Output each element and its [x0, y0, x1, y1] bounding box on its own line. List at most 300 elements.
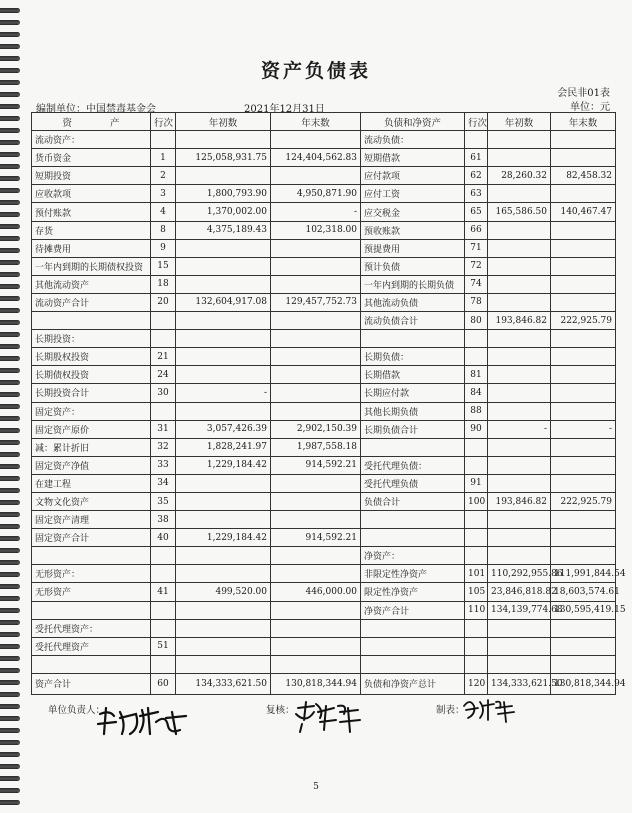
binding-coil [0, 344, 20, 349]
table-row [32, 185, 616, 203]
asset-line-cell: 20 [151, 293, 176, 311]
liability-end-cell [551, 637, 616, 655]
asset-begin-cell: 125,058,931.75 [176, 149, 271, 167]
liability-item-cell: 应付款项 [361, 167, 465, 185]
asset-item-cell: 长期股权投资 [32, 348, 151, 366]
binding-coil [0, 356, 20, 361]
liability-item-cell: 非限定性净资产 [361, 565, 465, 583]
asset-end-cell [271, 547, 361, 565]
liability-begin-cell [488, 438, 551, 456]
binding-coil [0, 620, 20, 625]
table-row [32, 601, 616, 619]
asset-item-cell: 其他流动资产 [32, 275, 151, 293]
asset-item-cell [32, 601, 151, 619]
binding-coil [0, 548, 20, 553]
asset-item-cell: 长期投资合计 [32, 384, 151, 402]
binding-coil [0, 680, 20, 685]
asset-line-cell [151, 601, 176, 619]
asset-item-cell: 短期投资 [32, 167, 151, 185]
liability-line-cell [465, 529, 488, 547]
header-begin: 年初数 [176, 113, 271, 131]
liability-begin-cell [488, 511, 551, 529]
binding-coil [0, 176, 20, 181]
liability-item-cell: 长期应付款 [361, 384, 465, 402]
table-row [32, 474, 616, 492]
asset-end-cell [271, 131, 361, 149]
binding-coil [0, 248, 20, 253]
liability-line-cell: 62 [465, 167, 488, 185]
liability-item-cell: 受托代理负债 [361, 474, 465, 492]
binding-coil [0, 332, 20, 337]
asset-end-cell [271, 637, 361, 655]
liability-begin-cell [488, 529, 551, 547]
asset-begin-cell [176, 366, 271, 384]
asset-end-cell: 129,457,752.73 [271, 293, 361, 311]
liability-end-cell [551, 438, 616, 456]
asset-begin-cell [176, 492, 271, 510]
liability-end-cell: 222,925.79 [551, 492, 616, 510]
table-row [32, 366, 616, 384]
asset-end-cell [271, 275, 361, 293]
asset-begin-cell [176, 619, 271, 637]
asset-begin-cell: - [176, 384, 271, 402]
asset-end-cell [271, 619, 361, 637]
liability-line-cell: 65 [465, 203, 488, 221]
binding-coil [0, 128, 20, 133]
liability-begin-cell: - [488, 420, 551, 438]
asset-end-cell [271, 565, 361, 583]
binding-coil [0, 200, 20, 205]
liability-line-cell: 61 [465, 149, 488, 167]
asset-item-cell: 受托代理资产： [32, 619, 151, 637]
liability-line-cell: 78 [465, 293, 488, 311]
binding-coil [0, 404, 20, 409]
liability-item-cell: 负债合计 [361, 492, 465, 510]
binding-coil [0, 536, 20, 541]
liability-item-cell: 流动负债： [361, 131, 465, 149]
binding-coil [0, 452, 20, 457]
liability-end-cell [551, 511, 616, 529]
liability-begin-cell: 134,139,774.68 [488, 601, 551, 619]
binding-coil [0, 692, 20, 697]
table-row [32, 420, 616, 438]
liability-begin-cell: 110,292,955.86 [488, 565, 551, 583]
binding-coil [0, 584, 20, 589]
binding-coil [0, 656, 20, 661]
asset-begin-cell: 1,828,241.97 [176, 438, 271, 456]
binding-coil [0, 740, 20, 745]
asset-item-cell: 固定资产： [32, 402, 151, 420]
liability-end-cell [551, 366, 616, 384]
binding-coil [0, 608, 20, 613]
table-row [32, 131, 616, 149]
asset-item-cell: 减：累计折旧 [32, 438, 151, 456]
asset-end-cell [271, 601, 361, 619]
liability-begin-cell [488, 619, 551, 637]
header-asset: 资 产 [32, 113, 151, 131]
liability-begin-cell [488, 402, 551, 420]
liability-item-cell: 长期负债合计 [361, 420, 465, 438]
asset-begin-cell [176, 257, 271, 275]
liability-item-cell [361, 438, 465, 456]
asset-begin-cell: 3,057,426.39 [176, 420, 271, 438]
asset-item-cell: 无形资产： [32, 565, 151, 583]
liability-line-cell: 74 [465, 275, 488, 293]
asset-begin-cell [176, 131, 271, 149]
preparer-signature-image [460, 696, 516, 724]
binding-coil [0, 8, 20, 13]
asset-end-cell [271, 348, 361, 366]
asset-item-cell: 流动资产合计 [32, 293, 151, 311]
currency-unit: 单位：元 [570, 102, 610, 113]
liability-line-cell: 88 [465, 402, 488, 420]
table-row [32, 330, 616, 348]
asset-begin-cell [176, 474, 271, 492]
liability-end-cell [551, 131, 616, 149]
asset-end-cell [271, 492, 361, 510]
liability-begin-cell [488, 185, 551, 203]
asset-begin-cell: 132,604,917.08 [176, 293, 271, 311]
liability-line-cell [465, 655, 488, 673]
binding-coil [0, 272, 20, 277]
liability-line-cell [465, 511, 488, 529]
asset-item-cell: 固定资产原价 [32, 420, 151, 438]
liability-begin-cell [488, 257, 551, 275]
header-end: 年末数 [271, 113, 361, 131]
asset-line-cell: 8 [151, 221, 176, 239]
asset-begin-cell [176, 330, 271, 348]
asset-item-cell: 在建工程 [32, 474, 151, 492]
liability-item-cell: 短期借款 [361, 149, 465, 167]
liability-begin-cell [488, 348, 551, 366]
liability-item-cell: 受托代理负债： [361, 456, 465, 474]
liability-line-cell [465, 547, 488, 565]
liability-item-cell: 应付工资 [361, 185, 465, 203]
header-liabilities: 负债和净资产 [361, 113, 465, 131]
liability-item-cell: 预提费用 [361, 239, 465, 257]
liability-begin-cell: 193,846.82 [488, 492, 551, 510]
binding-coil [0, 392, 20, 397]
asset-line-cell: 60 [151, 673, 176, 694]
liability-item-cell: 长期借款 [361, 366, 465, 384]
asset-end-cell [271, 239, 361, 257]
liability-end-cell: 111,991,844.54 [551, 565, 616, 583]
liability-end-cell: 18,603,574.61 [551, 583, 616, 601]
liability-line-cell: 80 [465, 312, 488, 330]
liability-line-cell [465, 330, 488, 348]
report-date: 2021年12月31日 [244, 104, 325, 115]
binding-coil [0, 512, 20, 517]
liability-item-cell [361, 655, 465, 673]
binding-coil [0, 440, 20, 445]
asset-line-cell: 38 [151, 511, 176, 529]
liability-line-cell: 105 [465, 583, 488, 601]
asset-item-cell: 存货 [32, 221, 151, 239]
asset-item-cell: 流动资产： [32, 131, 151, 149]
asset-begin-cell [176, 348, 271, 366]
asset-item-cell: 应收款项 [32, 185, 151, 203]
liability-begin-cell [488, 131, 551, 149]
asset-end-cell [271, 402, 361, 420]
asset-line-cell: 30 [151, 384, 176, 402]
liability-line-cell: 72 [465, 257, 488, 275]
liability-end-cell: 140,467.47 [551, 203, 616, 221]
liability-begin-cell [488, 330, 551, 348]
asset-begin-cell: 134,333,621.50 [176, 673, 271, 694]
liability-end-cell [551, 293, 616, 311]
table-row [32, 221, 616, 239]
liability-line-cell [465, 637, 488, 655]
header-end: 年末数 [551, 113, 616, 131]
asset-begin-cell: 499,520.00 [176, 583, 271, 601]
liability-begin-cell [488, 384, 551, 402]
asset-line-cell: 34 [151, 474, 176, 492]
asset-end-cell: 914,592.21 [271, 529, 361, 547]
asset-end-cell: - [271, 203, 361, 221]
liability-end-cell [551, 655, 616, 673]
liability-begin-cell: 165,586.50 [488, 203, 551, 221]
liability-end-cell: 82,458.32 [551, 167, 616, 185]
liability-item-cell: 净资产合计 [361, 601, 465, 619]
liability-item-cell: 其他长期负债 [361, 402, 465, 420]
binding-coil [0, 20, 20, 25]
binding-coil [0, 524, 20, 529]
liability-end-cell [551, 547, 616, 565]
liability-end-cell [551, 221, 616, 239]
liability-item-cell [361, 619, 465, 637]
table-row [32, 511, 616, 529]
liability-begin-cell [488, 293, 551, 311]
table-row [32, 384, 616, 402]
asset-line-cell: 21 [151, 348, 176, 366]
asset-line-cell [151, 312, 176, 330]
liability-end-cell [551, 619, 616, 637]
table-row [32, 529, 616, 547]
liability-end-cell [551, 185, 616, 203]
asset-begin-cell [176, 547, 271, 565]
binding-coil [0, 116, 20, 121]
asset-end-cell [271, 366, 361, 384]
binding-coil [0, 212, 20, 217]
liability-end-cell: 222,925.79 [551, 312, 616, 330]
table-row [32, 619, 616, 637]
liability-item-cell: 流动负债合计 [361, 312, 465, 330]
asset-item-cell [32, 655, 151, 673]
asset-item-cell: 一年内到期的长期债权投资 [32, 257, 151, 275]
asset-begin-cell: 1,229,184.42 [176, 456, 271, 474]
binding-coil [0, 668, 20, 673]
asset-end-cell [271, 167, 361, 185]
liability-item-cell: 其他流动负债 [361, 293, 465, 311]
binding-coil [0, 320, 20, 325]
table-row [32, 637, 616, 655]
liability-line-cell: 66 [465, 221, 488, 239]
liability-line-cell: 84 [465, 384, 488, 402]
table-row [32, 275, 616, 293]
asset-end-cell: 4,950,871.90 [271, 185, 361, 203]
liability-line-cell: 100 [465, 492, 488, 510]
asset-end-cell: 130,818,344.94 [271, 673, 361, 694]
asset-line-cell: 33 [151, 456, 176, 474]
asset-begin-cell [176, 511, 271, 529]
liability-end-cell [551, 149, 616, 167]
asset-line-cell: 4 [151, 203, 176, 221]
asset-line-cell: 35 [151, 492, 176, 510]
asset-end-cell [271, 384, 361, 402]
table-row [32, 293, 616, 311]
liability-line-cell: 90 [465, 420, 488, 438]
asset-line-cell: 31 [151, 420, 176, 438]
asset-line-cell [151, 547, 176, 565]
asset-line-cell: 18 [151, 275, 176, 293]
asset-begin-cell [176, 275, 271, 293]
asset-end-cell [271, 312, 361, 330]
table-row [32, 348, 616, 366]
asset-line-cell: 41 [151, 583, 176, 601]
reviewer-signature-image [294, 700, 362, 734]
asset-begin-cell: 1,370,002.00 [176, 203, 271, 221]
liability-item-cell [361, 529, 465, 547]
asset-end-cell: 2,902,150.39 [271, 420, 361, 438]
asset-item-cell: 固定资产清理 [32, 511, 151, 529]
liability-begin-cell [488, 547, 551, 565]
table-row [32, 456, 616, 474]
liability-end-cell [551, 474, 616, 492]
liability-end-cell: - [551, 420, 616, 438]
asset-line-cell: 40 [151, 529, 176, 547]
table-row [32, 149, 616, 167]
binding-coil [0, 800, 20, 805]
asset-item-cell: 受托代理资产 [32, 637, 151, 655]
liability-begin-cell: 23,846,818.82 [488, 583, 551, 601]
binding-coil [0, 380, 20, 385]
binding-coil [0, 296, 20, 301]
liability-end-cell [551, 348, 616, 366]
table-row [32, 239, 616, 257]
binding-coil [0, 476, 20, 481]
form-code: 会民非01表 [557, 88, 610, 99]
liability-begin-cell [488, 366, 551, 384]
binding-coil [0, 164, 20, 169]
asset-line-cell [151, 565, 176, 583]
asset-end-cell [271, 655, 361, 673]
asset-begin-cell [176, 637, 271, 655]
liability-end-cell: 130,818,344.94 [551, 673, 616, 694]
binding-coil [0, 224, 20, 229]
binding-coil [0, 704, 20, 709]
liability-begin-cell: 134,333,621.50 [488, 673, 551, 694]
binding-coil [0, 308, 20, 313]
asset-line-cell [151, 131, 176, 149]
page-title: 资产负债表 [260, 60, 371, 82]
table-row [32, 673, 616, 694]
header-line: 行次 [465, 113, 488, 131]
asset-begin-cell [176, 601, 271, 619]
asset-item-cell: 长期债权投资 [32, 366, 151, 384]
asset-item-cell: 文物文化资产 [32, 492, 151, 510]
binding-coil [0, 188, 20, 193]
liability-end-cell: 130,595,419.15 [551, 601, 616, 619]
liability-end-cell [551, 402, 616, 420]
spiral-binding [0, 0, 22, 813]
asset-begin-cell: 1,800,793.90 [176, 185, 271, 203]
liability-end-cell [551, 384, 616, 402]
asset-item-cell: 固定资产合计 [32, 529, 151, 547]
liability-begin-cell [488, 149, 551, 167]
principal-label: 单位负责人： [48, 705, 106, 716]
liability-end-cell [551, 456, 616, 474]
liability-end-cell [551, 529, 616, 547]
liability-begin-cell [488, 655, 551, 673]
liability-begin-cell [488, 637, 551, 655]
asset-line-cell: 15 [151, 257, 176, 275]
liability-item-cell [361, 330, 465, 348]
asset-end-cell [271, 330, 361, 348]
liability-item-cell [361, 637, 465, 655]
binding-coil [0, 44, 20, 49]
page-number: 5 [313, 782, 319, 792]
liability-item-cell [361, 511, 465, 529]
asset-begin-cell [176, 655, 271, 673]
asset-item-cell: 长期投资： [32, 330, 151, 348]
liability-line-cell: 91 [465, 474, 488, 492]
liability-begin-cell: 193,846.82 [488, 312, 551, 330]
binding-coil [0, 632, 20, 637]
binding-coil [0, 140, 20, 145]
asset-begin-cell [176, 565, 271, 583]
asset-end-cell [271, 511, 361, 529]
asset-line-cell [151, 402, 176, 420]
table-header-row [32, 113, 616, 131]
table-row [32, 547, 616, 565]
binding-coil [0, 260, 20, 265]
asset-item-cell: 固定资产净值 [32, 456, 151, 474]
binding-coil [0, 104, 20, 109]
balance-sheet-table [31, 112, 626, 695]
asset-begin-cell [176, 167, 271, 185]
table-row [32, 655, 616, 673]
liability-begin-cell [488, 275, 551, 293]
asset-begin-cell [176, 312, 271, 330]
binding-coil [0, 752, 20, 757]
liability-line-cell [465, 348, 488, 366]
binding-coil [0, 428, 20, 433]
asset-begin-cell: 1,229,184.42 [176, 529, 271, 547]
preparer-label: 制表： [436, 705, 465, 716]
liability-item-cell: 预计负债 [361, 257, 465, 275]
liability-line-cell [465, 131, 488, 149]
binding-coil [0, 776, 20, 781]
header-line: 行次 [151, 113, 176, 131]
asset-line-cell: 24 [151, 366, 176, 384]
table-row [32, 583, 616, 601]
liability-item-cell: 长期负债： [361, 348, 465, 366]
liability-begin-cell [488, 456, 551, 474]
table-row [32, 492, 616, 510]
table-row [32, 257, 616, 275]
asset-line-cell: 1 [151, 149, 176, 167]
table-row [32, 565, 616, 583]
asset-end-cell: 124,404,562.83 [271, 149, 361, 167]
asset-item-cell: 无形资产 [32, 583, 151, 601]
asset-line-cell: 2 [151, 167, 176, 185]
liability-line-cell [465, 619, 488, 637]
asset-begin-cell: 4,375,189.43 [176, 221, 271, 239]
asset-line-cell: 32 [151, 438, 176, 456]
binding-coil [0, 644, 20, 649]
asset-end-cell [271, 257, 361, 275]
liability-line-cell: 71 [465, 239, 488, 257]
